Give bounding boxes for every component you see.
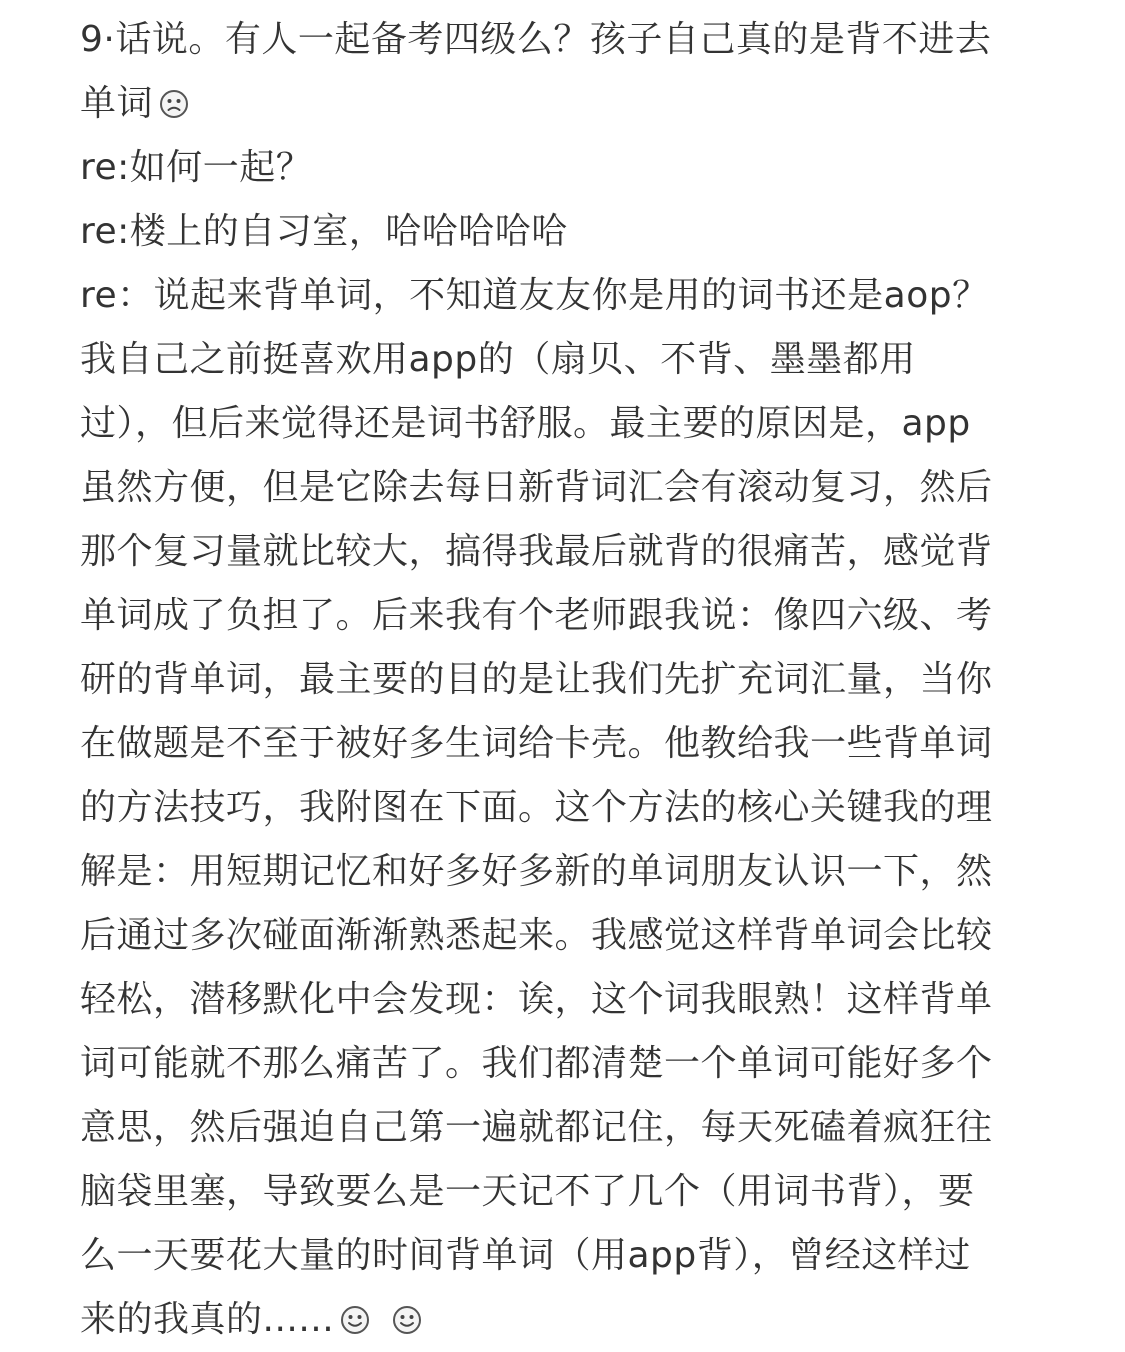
reply-line: 的方法技巧，我附图在下面。这个方法的核心关键我的理 [80,787,993,828]
reply-line: 词可能就不那么痛苦了。我们都清楚一个单词可能好多个 [80,1043,993,1084]
post-line: 9·话说。有人一起备考四级么？孩子自己真的是背不进去 [80,19,992,60]
original-post [80,8,1030,136]
post-line [80,72,1030,136]
reply-3 [80,264,1030,1352]
reply-line: re:楼上的自习室，哈哈哈哈哈 [80,211,568,252]
reply-line: 轻松，潜移默化中会发现：诶，这个词我眼熟！这样背单 [80,979,993,1020]
reply-line: 过），但后来觉得还是词书舒服。最主要的原因是，app [80,403,971,444]
sad-face-icon [159,89,189,119]
reply-line: 那个复习量就比较大，搞得我最后就背的很痛苦，感觉背 [80,531,993,572]
reply-line: 后通过多次碰面渐渐熟悉起来。我感觉这样背单词会比较 [80,915,993,956]
reply-line-text: 来的我真的...... [80,1299,335,1340]
smile-face-icon [392,1305,422,1335]
reply-1 [80,136,1030,200]
post-thread [80,8,1030,1352]
reply-line: 在做题是不至于被好多生词给卡壳。他教给我一些背单词 [80,723,993,764]
reply-line [80,1288,1030,1352]
reply-line: 虽然方便，但是它除去每日新背词汇会有滚动复习，然后 [80,467,993,508]
reply-2 [80,200,1030,264]
reply-line: 脑袋里塞，导致要么是一天记不了几个（用词书背），要 [80,1171,975,1212]
reply-line: re:如何一起？ [80,147,313,188]
reply-line: 我自己之前挺喜欢用app的（扇贝、不背、墨墨都用 [80,339,916,380]
reply-line: 单词成了负担了。后来我有个老师跟我说：像四六级、考 [80,595,993,636]
reply-line: 么一天要花大量的时间背单词（用app背），曾经这样过 [80,1235,971,1276]
reply-line: 意思，然后强迫自己第一遍就都记住，每天死磕着疯狂往 [80,1107,993,1148]
smile-face-icon [340,1305,370,1335]
post-line-text: 单词 [80,83,154,124]
reply-line: 研的背单词，最主要的目的是让我们先扩充词汇量，当你 [80,659,993,700]
reply-line: re：说起来背单词，不知道友友你是用的词书还是aop？ [80,275,989,316]
reply-line: 解是：用短期记忆和好多好多新的单词朋友认识一下，然 [80,851,993,892]
